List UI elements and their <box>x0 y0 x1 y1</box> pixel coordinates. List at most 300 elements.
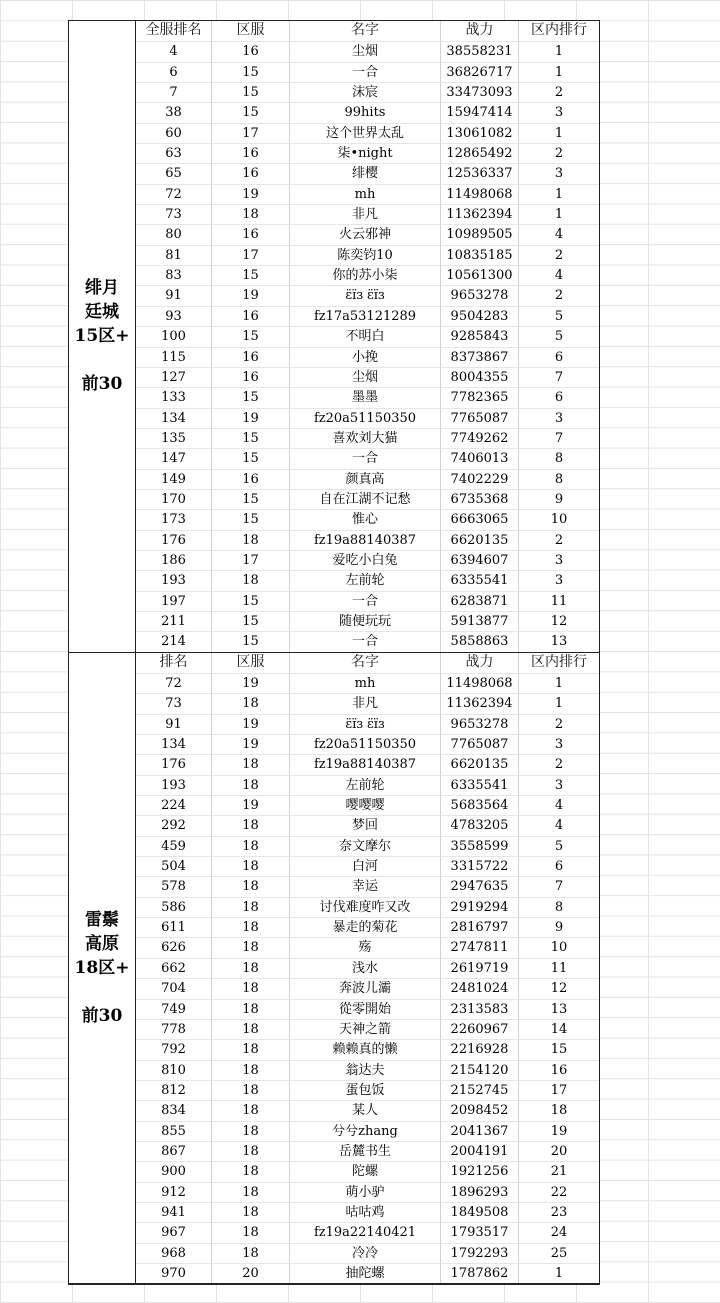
table-row <box>136 1243 599 1263</box>
name-cell: 火云邪神 <box>290 224 441 244</box>
table-row <box>136 958 599 978</box>
power-cell: 11362394 <box>441 204 519 224</box>
table-row <box>136 550 599 570</box>
rank-cell: 73 <box>136 693 212 713</box>
name-cell: 梦回 <box>290 815 441 835</box>
server-cell: 16 <box>212 143 290 163</box>
rank-cell: 170 <box>136 489 212 509</box>
header-server: 区服 <box>212 21 290 41</box>
rank-cell: 100 <box>136 326 212 346</box>
name-cell: fz19a22140421 <box>290 1222 441 1242</box>
table-row <box>136 1019 599 1039</box>
server-rank-cell: 12 <box>519 611 599 631</box>
power-cell: 6663065 <box>441 509 519 529</box>
server-cell: 18 <box>212 917 290 937</box>
rank-cell: 134 <box>136 734 212 754</box>
server-rank-cell: 16 <box>519 1060 599 1080</box>
table-row <box>136 937 599 957</box>
server-cell: 18 <box>212 530 290 550</box>
name-cell: 兮兮zhang <box>290 1121 441 1141</box>
rank-cell: 626 <box>136 937 212 957</box>
power-cell: 3558599 <box>441 836 519 856</box>
server-rank-cell: 21 <box>519 1161 599 1181</box>
server-rank-cell: 7 <box>519 876 599 896</box>
table-row <box>136 775 599 795</box>
table-row <box>136 673 599 693</box>
power-cell: 6735368 <box>441 489 519 509</box>
rank-cell: 73 <box>136 204 212 224</box>
power-cell: 6394607 <box>441 550 519 570</box>
power-cell: 5913877 <box>441 611 519 631</box>
server-rank-cell: 23 <box>519 1202 599 1222</box>
power-cell: 1792293 <box>441 1243 519 1263</box>
power-cell: 2004191 <box>441 1141 519 1161</box>
power-cell: 3315722 <box>441 856 519 876</box>
rank-cell: 60 <box>136 123 212 143</box>
server-cell: 19 <box>212 673 290 693</box>
table-row <box>136 1202 599 1222</box>
table-row <box>136 1080 599 1100</box>
power-cell: 5858863 <box>441 631 519 651</box>
rank-cell: 4 <box>136 41 212 61</box>
table-row <box>136 1100 599 1120</box>
table-row <box>136 1060 599 1080</box>
server-rank-cell: 1 <box>519 204 599 224</box>
server-cell: 18 <box>212 1121 290 1141</box>
name-cell: 尘烟 <box>290 41 441 61</box>
power-cell: 7406013 <box>441 448 519 468</box>
server-cell: 17 <box>212 123 290 143</box>
header-row <box>136 21 599 41</box>
server-rank-cell: 11 <box>519 591 599 611</box>
rank-cell: 970 <box>136 1263 212 1283</box>
rank-cell: 133 <box>136 387 212 407</box>
server-cell: 16 <box>212 163 290 183</box>
server-cell: 18 <box>212 693 290 713</box>
power-cell: 8004355 <box>441 367 519 387</box>
server-rank-cell: 1 <box>519 41 599 61</box>
server-rank-cell: 17 <box>519 1080 599 1100</box>
server-cell: 18 <box>212 775 290 795</box>
rank-cell: 81 <box>136 245 212 265</box>
table-row <box>136 795 599 815</box>
server-cell: 15 <box>212 428 290 448</box>
server-rank-cell: 1 <box>519 184 599 204</box>
server-cell: 18 <box>212 1182 290 1202</box>
name-cell: 尘烟 <box>290 367 441 387</box>
rank-cell: 792 <box>136 1039 212 1059</box>
rank-cell: 93 <box>136 306 212 326</box>
power-cell: 33473093 <box>441 82 519 102</box>
rank-cell: 214 <box>136 631 212 651</box>
server-rank-cell: 8 <box>519 897 599 917</box>
server-cell: 19 <box>212 408 290 428</box>
server-rank-cell: 12 <box>519 978 599 998</box>
power-cell: 36826717 <box>441 62 519 82</box>
server-rank-cell: 24 <box>519 1222 599 1242</box>
rank-cell: 586 <box>136 897 212 917</box>
name-cell: 沫宸 <box>290 82 441 102</box>
table-row <box>136 876 599 896</box>
table-row <box>136 387 599 407</box>
table-row <box>136 1182 599 1202</box>
table-row <box>136 469 599 489</box>
server-rank-cell: 2 <box>519 530 599 550</box>
table-row <box>136 408 599 428</box>
table-row <box>136 62 599 82</box>
server-cell: 18 <box>212 1161 290 1181</box>
name-cell: 暴走的菊花 <box>290 917 441 937</box>
power-cell: 5683564 <box>441 795 519 815</box>
server-rank-cell: 2 <box>519 245 599 265</box>
server-rank-cell: 13 <box>519 999 599 1019</box>
rank-cell: 134 <box>136 408 212 428</box>
power-cell: 38558231 <box>441 41 519 61</box>
power-cell: 13061082 <box>441 123 519 143</box>
rank-cell: 176 <box>136 754 212 774</box>
power-cell: 9653278 <box>441 714 519 734</box>
server-rank-cell: 18 <box>519 1100 599 1120</box>
server-rank-cell: 6 <box>519 856 599 876</box>
header-power: 战力 <box>441 21 519 41</box>
table-row <box>136 41 599 61</box>
server-rank-cell: 25 <box>519 1243 599 1263</box>
power-cell: 2481024 <box>441 978 519 998</box>
name-cell: 讨伐难度咋又改 <box>290 897 441 917</box>
server-cell: 15 <box>212 591 290 611</box>
table-row <box>136 306 599 326</box>
rank-cell: 900 <box>136 1161 212 1181</box>
server-cell: 17 <box>212 550 290 570</box>
server-rank-cell: 10 <box>519 937 599 957</box>
table-row <box>136 224 599 244</box>
server-rank-cell: 4 <box>519 815 599 835</box>
server-rank-cell: 5 <box>519 836 599 856</box>
name-cell: 岳麓书生 <box>290 1141 441 1161</box>
table-row <box>136 347 599 367</box>
table-row <box>136 734 599 754</box>
server-cell: 18 <box>212 978 290 998</box>
server-cell: 16 <box>212 347 290 367</box>
server-rank-cell: 2 <box>519 143 599 163</box>
server-cell: 18 <box>212 1243 290 1263</box>
server-cell: 18 <box>212 1019 290 1039</box>
server-cell: 15 <box>212 102 290 122</box>
power-cell: 6620135 <box>441 754 519 774</box>
section-label-cell <box>69 21 136 652</box>
power-cell: 4783205 <box>441 815 519 835</box>
server-cell: 15 <box>212 489 290 509</box>
power-cell: 7749262 <box>441 428 519 448</box>
name-cell: mh <box>290 184 441 204</box>
power-cell: 1921256 <box>441 1161 519 1181</box>
table-row <box>136 1222 599 1242</box>
header-power: 战力 <box>441 653 519 673</box>
table-row <box>136 489 599 509</box>
name-cell: 萌小驴 <box>290 1182 441 1202</box>
table-row <box>136 143 599 163</box>
table-row <box>136 1121 599 1141</box>
server-rank-cell: 4 <box>519 795 599 815</box>
server-cell: 16 <box>212 306 290 326</box>
power-cell: 1787862 <box>441 1263 519 1283</box>
server-rank-cell: 2 <box>519 285 599 305</box>
server-cell: 15 <box>212 611 290 631</box>
rank-cell: 72 <box>136 184 212 204</box>
server-cell: 15 <box>212 631 290 651</box>
table-row <box>136 693 599 713</box>
rank-cell: 578 <box>136 876 212 896</box>
power-cell: 7782365 <box>441 387 519 407</box>
name-cell: 奈文摩尔 <box>290 836 441 856</box>
table-row <box>136 856 599 876</box>
name-cell: ɛ̈ɪ̈ɜ ɛ̈ɪ̈ɜ <box>290 714 441 734</box>
table-row <box>136 82 599 102</box>
rank-cell: 127 <box>136 367 212 387</box>
name-cell: 從零開始 <box>290 999 441 1019</box>
server-cell: 19 <box>212 734 290 754</box>
server-cell: 18 <box>212 1141 290 1161</box>
table-row <box>136 631 599 651</box>
name-cell: mh <box>290 673 441 693</box>
name-cell: 蛋包饭 <box>290 1080 441 1100</box>
server-cell: 19 <box>212 795 290 815</box>
server-cell: 15 <box>212 265 290 285</box>
server-rank-cell: 1 <box>519 693 599 713</box>
rank-cell: 749 <box>136 999 212 1019</box>
name-cell: 非凡 <box>290 204 441 224</box>
power-cell: 6335541 <box>441 775 519 795</box>
table-row <box>136 326 599 346</box>
server-rank-cell: 5 <box>519 326 599 346</box>
table-row <box>136 428 599 448</box>
power-cell: 7765087 <box>441 734 519 754</box>
server-rank-cell: 2 <box>519 714 599 734</box>
rank-cell: 855 <box>136 1121 212 1141</box>
table-row <box>136 836 599 856</box>
power-cell: 2152745 <box>441 1080 519 1100</box>
power-cell: 1793517 <box>441 1222 519 1242</box>
name-cell: 惟心 <box>290 509 441 529</box>
server-rank-cell: 3 <box>519 163 599 183</box>
power-cell: 6335541 <box>441 570 519 590</box>
section-rows <box>136 653 599 1284</box>
rank-cell: 80 <box>136 224 212 244</box>
power-cell: 10561300 <box>441 265 519 285</box>
section-feiyue-15 <box>69 21 599 652</box>
rank-cell: 224 <box>136 795 212 815</box>
rank-cell: 173 <box>136 509 212 529</box>
header-rank: 全服排名 <box>136 21 212 41</box>
section-label: 雷鬃 高原 18区+ 前30 <box>74 909 130 1026</box>
server-cell: 16 <box>212 41 290 61</box>
server-rank-cell: 8 <box>519 469 599 489</box>
table-row <box>136 999 599 1019</box>
rank-cell: 83 <box>136 265 212 285</box>
name-cell: 天神之箭 <box>290 1019 441 1039</box>
name-cell: 左前轮 <box>290 570 441 590</box>
table-row <box>136 285 599 305</box>
server-cell: 18 <box>212 897 290 917</box>
server-cell: 16 <box>212 224 290 244</box>
table-row <box>136 204 599 224</box>
power-cell: 2041367 <box>441 1121 519 1141</box>
rank-cell: 176 <box>136 530 212 550</box>
power-cell: 10835185 <box>441 245 519 265</box>
server-rank-cell: 9 <box>519 917 599 937</box>
table-row <box>136 163 599 183</box>
server-cell: 18 <box>212 856 290 876</box>
table-row <box>136 1263 599 1283</box>
name-cell: fz20a51150350 <box>290 408 441 428</box>
server-rank-cell: 4 <box>519 224 599 244</box>
server-cell: 18 <box>212 958 290 978</box>
name-cell: fz17a53121289 <box>290 306 441 326</box>
name-cell: 爱吃小白兔 <box>290 550 441 570</box>
power-cell: 9504283 <box>441 306 519 326</box>
rank-cell: 292 <box>136 815 212 835</box>
power-cell: 2216928 <box>441 1039 519 1059</box>
name-cell: 99hits <box>290 102 441 122</box>
server-cell: 19 <box>212 285 290 305</box>
name-cell: 冷冷 <box>290 1243 441 1263</box>
server-rank-cell: 1 <box>519 1263 599 1283</box>
table-row <box>136 265 599 285</box>
power-cell: 1849508 <box>441 1202 519 1222</box>
name-cell: 小挽 <box>290 347 441 367</box>
power-cell: 2154120 <box>441 1060 519 1080</box>
server-rank-cell: 15 <box>519 1039 599 1059</box>
server-rank-cell: 1 <box>519 62 599 82</box>
server-cell: 18 <box>212 876 290 896</box>
power-cell: 8373867 <box>441 347 519 367</box>
power-cell: 2619719 <box>441 958 519 978</box>
rank-cell: 65 <box>136 163 212 183</box>
server-cell: 20 <box>212 1263 290 1283</box>
rank-cell: 7 <box>136 82 212 102</box>
table-row <box>136 509 599 529</box>
power-cell: 15947414 <box>441 102 519 122</box>
server-cell: 15 <box>212 448 290 468</box>
power-cell: 9653278 <box>441 285 519 305</box>
server-rank-cell: 7 <box>519 428 599 448</box>
server-cell: 17 <box>212 245 290 265</box>
rank-cell: 115 <box>136 347 212 367</box>
power-cell: 10989505 <box>441 224 519 244</box>
power-cell: 7765087 <box>441 408 519 428</box>
power-cell: 6283871 <box>441 591 519 611</box>
header-server-rank: 区内排行 <box>531 653 587 670</box>
server-cell: 18 <box>212 570 290 590</box>
server-rank-cell: 3 <box>519 734 599 754</box>
rank-cell: 211 <box>136 611 212 631</box>
server-rank-cell: 11 <box>519 958 599 978</box>
name-cell: 幸运 <box>290 876 441 896</box>
server-cell: 16 <box>212 469 290 489</box>
name-cell: 墨墨 <box>290 387 441 407</box>
server-cell: 18 <box>212 1202 290 1222</box>
name-cell: 自在江湖不记愁 <box>290 489 441 509</box>
name-cell: 绯樱 <box>290 163 441 183</box>
header-server: 区服 <box>212 653 290 673</box>
server-rank-cell: 4 <box>519 265 599 285</box>
name-cell: ɛ̈ɪ̈ɜ ɛ̈ɪ̈ɜ <box>290 285 441 305</box>
name-cell: fz19a88140387 <box>290 530 441 550</box>
rank-cell: 135 <box>136 428 212 448</box>
name-cell: 随便玩玩 <box>290 611 441 631</box>
name-cell: 你的苏小柒 <box>290 265 441 285</box>
server-rank-cell: 1 <box>519 123 599 143</box>
header-name: 名字 <box>290 653 441 673</box>
name-cell: 一合 <box>290 631 441 651</box>
section-label: 绯月 廷城 15区+ 前30 <box>74 278 130 395</box>
server-rank-cell: 22 <box>519 1182 599 1202</box>
server-rank-cell: 1 <box>519 673 599 693</box>
section-label-cell <box>69 653 136 1284</box>
name-cell: 抽陀螺 <box>290 1263 441 1283</box>
rank-cell: 504 <box>136 856 212 876</box>
server-rank-cell: 19 <box>519 1121 599 1141</box>
server-rank-cell: 3 <box>519 102 599 122</box>
section-leizong-18 <box>69 652 599 1284</box>
server-rank-cell: 2 <box>519 82 599 102</box>
table-row <box>136 367 599 387</box>
rank-cell: 968 <box>136 1243 212 1263</box>
name-cell: 某人 <box>290 1100 441 1120</box>
server-cell: 19 <box>212 714 290 734</box>
rank-cell: 611 <box>136 917 212 937</box>
server-rank-cell: 3 <box>519 550 599 570</box>
server-cell: 15 <box>212 82 290 102</box>
rank-cell: 778 <box>136 1019 212 1039</box>
header-name: 名字 <box>290 21 441 41</box>
table-row <box>136 245 599 265</box>
server-cell: 18 <box>212 1039 290 1059</box>
name-cell: 这个世界太乱 <box>290 123 441 143</box>
power-cell: 12536337 <box>441 163 519 183</box>
name-cell: 颜真高 <box>290 469 441 489</box>
table-row <box>136 1039 599 1059</box>
name-cell: fz20a51150350 <box>290 734 441 754</box>
power-cell: 1896293 <box>441 1182 519 1202</box>
name-cell: 不明白 <box>290 326 441 346</box>
header-rank: 排名 <box>136 653 212 673</box>
rank-cell: 91 <box>136 285 212 305</box>
server-cell: 18 <box>212 1080 290 1100</box>
server-cell: 18 <box>212 204 290 224</box>
server-rank-cell: 14 <box>519 1019 599 1039</box>
rank-cell: 867 <box>136 1141 212 1161</box>
server-rank-cell: 7 <box>519 367 599 387</box>
header-server-rank: 区内排行 <box>531 22 587 38</box>
header-row <box>136 653 599 673</box>
power-cell: 12865492 <box>441 143 519 163</box>
table-row <box>136 1141 599 1161</box>
server-rank-cell: 13 <box>519 631 599 651</box>
rank-cell: 186 <box>136 550 212 570</box>
name-cell: 一合 <box>290 62 441 82</box>
name-cell: 赖赖真的懒 <box>290 1039 441 1059</box>
rank-cell: 6 <box>136 62 212 82</box>
power-cell: 11362394 <box>441 693 519 713</box>
rank-cell: 38 <box>136 102 212 122</box>
server-cell: 18 <box>212 1060 290 1080</box>
rank-cell: 147 <box>136 448 212 468</box>
power-cell: 6620135 <box>441 530 519 550</box>
rank-cell: 812 <box>136 1080 212 1100</box>
section-rows <box>136 21 599 652</box>
rank-cell: 72 <box>136 673 212 693</box>
